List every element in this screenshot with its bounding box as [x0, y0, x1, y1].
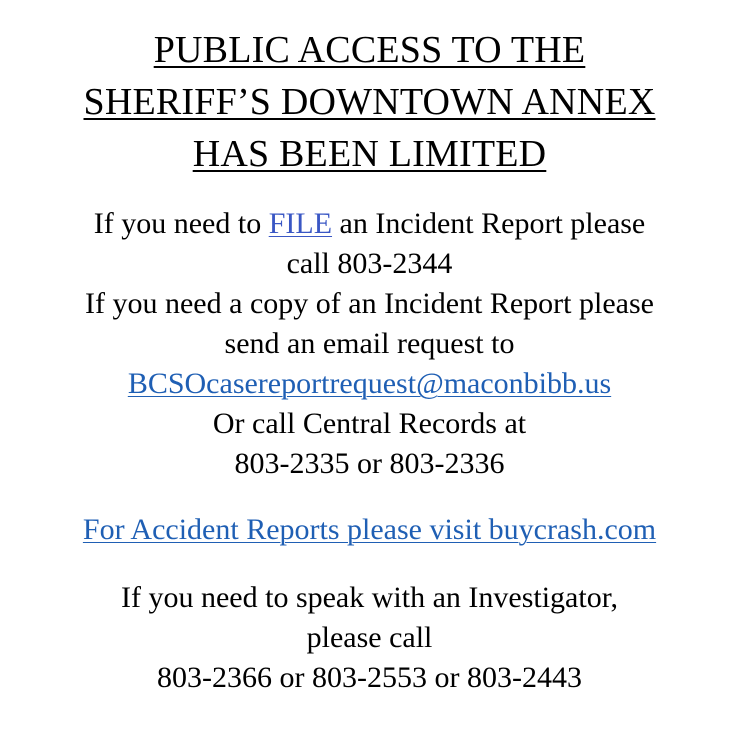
incident-file-section: [0, 204, 739, 484]
email-link-line: [0, 364, 739, 404]
email-link[interactable]: BCSOcasereportrequest@maconbibb.us: [127, 367, 612, 400]
incident-file-suffix: an Incident Report please: [332, 207, 646, 240]
notice-title: [0, 0, 739, 180]
investigator-section: [0, 578, 739, 698]
central-records-line: Or call Central Records at: [212, 407, 527, 440]
title-line-3: HAS BEEN LIMITED: [192, 133, 547, 175]
incident-copy-line-1: If you need a copy of an Incident Report please: [85, 287, 654, 320]
investigator-phones: 803-2366 or 803-2553 or 803-2443: [157, 661, 582, 694]
accident-line: [0, 510, 739, 550]
file-link[interactable]: FILE: [268, 207, 333, 240]
investigator-line-2: please call: [306, 621, 433, 654]
central-records-phones: 803-2335 or 803-2336: [234, 447, 505, 480]
incident-copy-line-2: send an email request to: [224, 327, 515, 360]
incident-file-phone: call 803-2344: [286, 247, 453, 280]
incident-file-prefix: If you need to: [93, 207, 269, 240]
accident-reports-link[interactable]: For Accident Reports please visit buycrash.com: [82, 513, 657, 546]
title-line-2: SHERIFF’S DOWNTOWN ANNEX: [83, 81, 656, 123]
title-line-1: PUBLIC ACCESS TO THE: [153, 29, 586, 71]
accident-section: [0, 510, 739, 550]
investigator-line-1: If you need to speak with an Investigator,: [121, 581, 618, 614]
incident-file-line: [0, 204, 739, 244]
